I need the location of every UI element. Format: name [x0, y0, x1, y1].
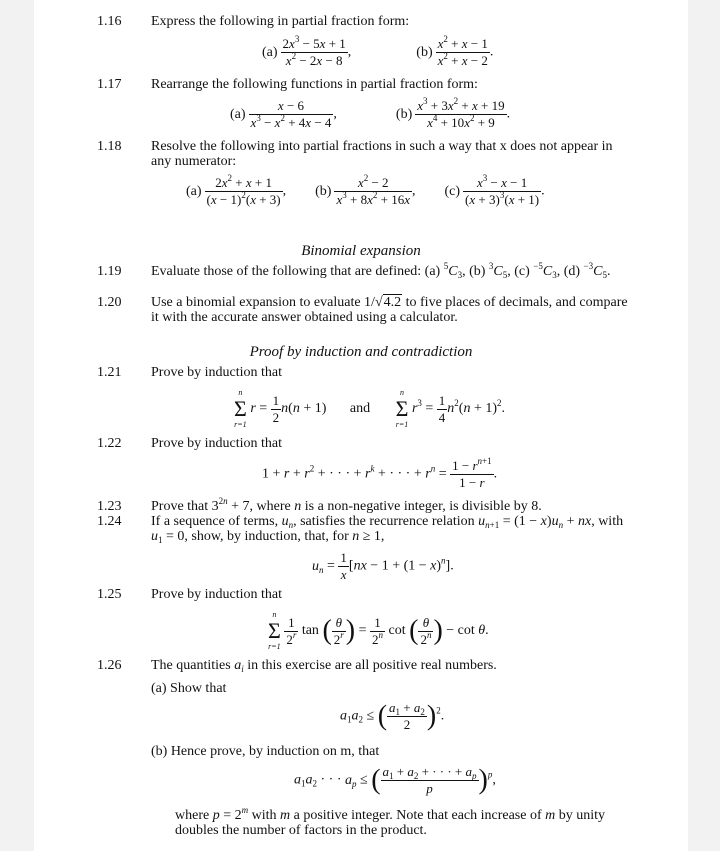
formula-1-18: (a) $\frac{2x^2 + x + 1}{(x - 1)^2(x + 3)}$ , (b) $\frac{x^2 - 2}{x^3 + 8x^2 + 16x}$ , (c) $\frac{x^3 - x - 1}{(x + 3)^3(x + 1)}$ .	[186, 173, 545, 207]
formula-1-25: n Σ r=1 $\frac{1}{2^r}$ tan ( $\frac{\theta}{2^r}$ ) = $\frac{1}{2^n}$ cot ( $\frac{\theta}{2^n}$ ) − cot θ.	[268, 610, 489, 651]
section-heading: Proof by induction and contradiction	[249, 344, 473, 360]
problem-number: 1.19	[97, 264, 122, 279]
problem-number: 1.24	[97, 514, 122, 529]
problem-note: where $p = 2^m$ with m a positive integer. Note that each increase of m by unity doubles the number of factors in the product.	[175, 805, 606, 838]
textbook-page	[34, 0, 688, 851]
problem-text: Prove by induction that	[151, 587, 283, 602]
problem-number: 1.21	[97, 365, 122, 380]
part-b-label: (b) Hence prove, by induction on m, that	[151, 744, 380, 759]
problem-number: 1.23	[97, 499, 122, 514]
formula-1-24: $u_n$ = $\frac{1}{x}$ $[nx - 1 + (1 - x)^n]$.	[312, 550, 454, 582]
problem-text: Rearrange the following functions in partial fraction form:	[151, 77, 478, 92]
problem-number: 1.16	[97, 14, 122, 29]
formula-1-21: n Σ r=1 r = $\frac{1}{2}$ n(n + 1) and n Σ r=1 $r^3$ = $\frac{1}{4}$ $n^2(n + 1)^2$.	[234, 388, 506, 429]
problem-number: 1.26	[97, 658, 122, 673]
problem-text: The quantities $a_i$ in this exercise are all positive real numbers.	[151, 658, 497, 674]
problem-text: Prove by induction that	[151, 365, 283, 380]
problem-number: 1.25	[97, 587, 122, 602]
formula-1-17: (a) $\frac{x - 6}{x^3 - x^2 + 4x - 4}$ , (b) $\frac{x^3 + 3x^2 + x + 19}{x^4 + 10x^2 + 9}$ .	[230, 96, 511, 130]
section-heading: Binomial expansion	[301, 243, 421, 259]
problem-number: 1.20	[97, 295, 122, 310]
problem-number: 1.18	[97, 139, 122, 154]
formula-1-16: (a) $\frac{2x^3 - 5x + 1}{x^2 - 2x - 8}$ , (b) $\frac{x^2 + x - 1}{x^2 + x - 2}$ .	[262, 34, 494, 68]
problem-text: Prove by induction that	[151, 436, 283, 451]
formula-1-26b: $a_1a_2$ · · · $a_p$ ≤ ( $\frac{a_1 + a_2 + \cdot \cdot \cdot + a_p}{p}$ )$^p$,	[294, 764, 496, 796]
problem-text: Express the following in partial fraction form:	[151, 14, 410, 29]
problem-number: 1.22	[97, 436, 122, 451]
problem-text: Use a binomial expansion to evaluate 1/√4.2 to five places of decimals, and compare it with the accurate answer obtained using a calculator.	[151, 295, 628, 325]
part-a-label: (a) Show that	[151, 681, 227, 696]
problem-number: 1.17	[97, 77, 122, 92]
problem-text: Evaluate those of the following that are defined: (a) $^5C_3$, (b) $^3C_5$, (c) $^{-5}C_3$, (d) $^{-3}C_5$.	[151, 261, 611, 280]
formula-1-26a: $a_1a_2$ ≤ ( $\frac{a_1 + a_2}{2}$ )$^2$.	[340, 700, 445, 732]
problem-text: Resolve the following into partial fractions in such a way that x does not appear in any numerator:	[151, 139, 613, 169]
formula-1-22: $1 + r + r^2$ + · · · + $r^k$ + · · · + $r^n$ = $\frac{1 - r^{n+1}}{1 - r}$ .	[262, 456, 498, 490]
problem-text: If a sequence of terms, $u_n$, satisfies the recurrence relation $u_{n+1} = (1 - x)u_n$ + nx, with $u_1 = 0$, show, by induction, that, for n ≥ 1,	[151, 514, 624, 545]
problem-text: Prove that $3^{2n} + 7$, where n is a non-negative integer, is divisible by 8.	[151, 496, 542, 514]
